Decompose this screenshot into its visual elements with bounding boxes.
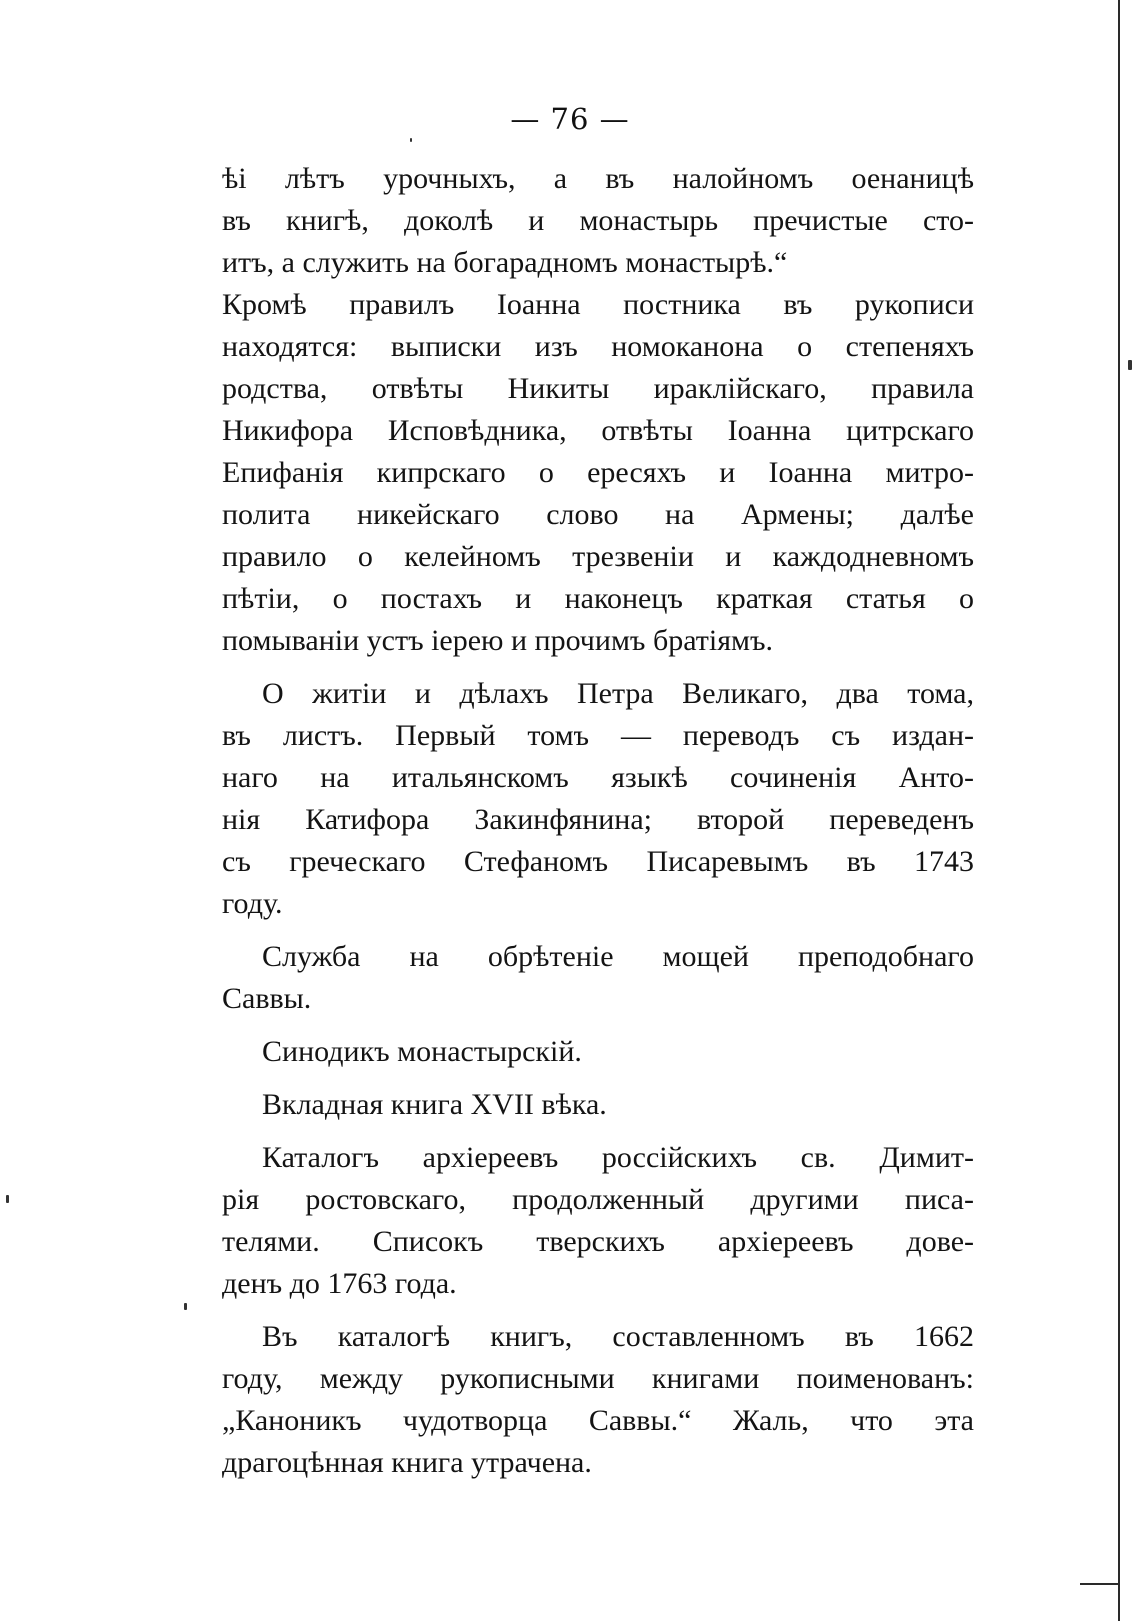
text-line: „Каноникъ чудотворца Саввы.“ Жаль, что эта bbox=[222, 1404, 974, 1437]
text-line: году. bbox=[222, 887, 283, 920]
scan-edge-line bbox=[1118, 0, 1120, 1621]
scan-corner-line bbox=[1080, 1583, 1120, 1585]
text-line: телями. Списокъ тверскихъ архіереевъ дове- bbox=[222, 1225, 974, 1258]
text-line: Вкладная книга XVII вѣка. bbox=[262, 1088, 607, 1121]
text-line: ѣі лѣтъ урочныхъ, а въ налойномъ оенаницѣ bbox=[222, 162, 974, 195]
text-line: Кромѣ правилъ Іоанна постника въ рукописи bbox=[222, 288, 974, 321]
text-line: полита никейскаго слово на Армены; далѣе bbox=[222, 498, 974, 531]
scan-speck bbox=[184, 1303, 187, 1310]
text-line: Саввы. bbox=[222, 982, 312, 1015]
scan-speck bbox=[410, 138, 412, 142]
text-line: Синодикъ монастырскій. bbox=[262, 1035, 582, 1068]
text-line: итъ, а служить на богарадномъ монастырѣ.“ bbox=[222, 246, 788, 279]
text-line: помываніи устъ іерею и прочимъ братіямъ. bbox=[222, 624, 773, 657]
text-line: Въ каталогѣ книгъ, составленномъ въ 1662 bbox=[262, 1320, 974, 1353]
text-line: году, между рукописными книгами поименованъ: bbox=[222, 1362, 974, 1395]
text-line: наго на итальянскомъ языкѣ сочиненія Анто- bbox=[222, 761, 974, 794]
text-line: О житіи и дѣлахъ Петра Великаго, два тома, bbox=[262, 677, 974, 710]
text-line: съ греческаго Стефаномъ Писаревымъ въ 1743 bbox=[222, 845, 974, 878]
text-line: Служба на обрѣтеніе мощей преподобнаго bbox=[262, 940, 974, 973]
text-line: въ книгѣ, доколѣ и монастырь пречистые сто- bbox=[222, 204, 974, 237]
text-line: денъ до 1763 года. bbox=[222, 1267, 457, 1300]
text-line: Епифанія кипрскаго о ересяхъ и Іоанна митро- bbox=[222, 456, 974, 489]
text-line: правило о келейномъ трезвеніи и каждодневномъ bbox=[222, 540, 974, 573]
text-line: родства, отвѣты Никиты ираклійскаго, правила bbox=[222, 372, 974, 405]
text-line: Никифора Исповѣдника, отвѣты Іоанна цитрскаго bbox=[222, 414, 974, 447]
body-text bbox=[222, 158, 974, 1484]
scan-speck bbox=[1128, 360, 1132, 370]
text-line: въ листъ. Первый томъ — переводъ съ издан- bbox=[222, 719, 974, 752]
text-line: рія ростовскаго, продолженный другими писа- bbox=[222, 1183, 974, 1216]
page-number: — 76 — bbox=[510, 102, 630, 136]
text-line: находятся: выписки изъ номоканона о степеняхъ bbox=[222, 330, 974, 363]
text-line: драгоцѣнная книга утрачена. bbox=[222, 1446, 592, 1479]
text-line: нія Катифора Закинфянина; второй переведенъ bbox=[222, 803, 974, 836]
text-line: пѣтіи, о постахъ и наконецъ краткая статья о bbox=[222, 582, 974, 615]
text-line: Каталогъ архіереевъ россійскихъ св. Димит- bbox=[262, 1141, 974, 1174]
scan-speck bbox=[6, 1195, 9, 1203]
